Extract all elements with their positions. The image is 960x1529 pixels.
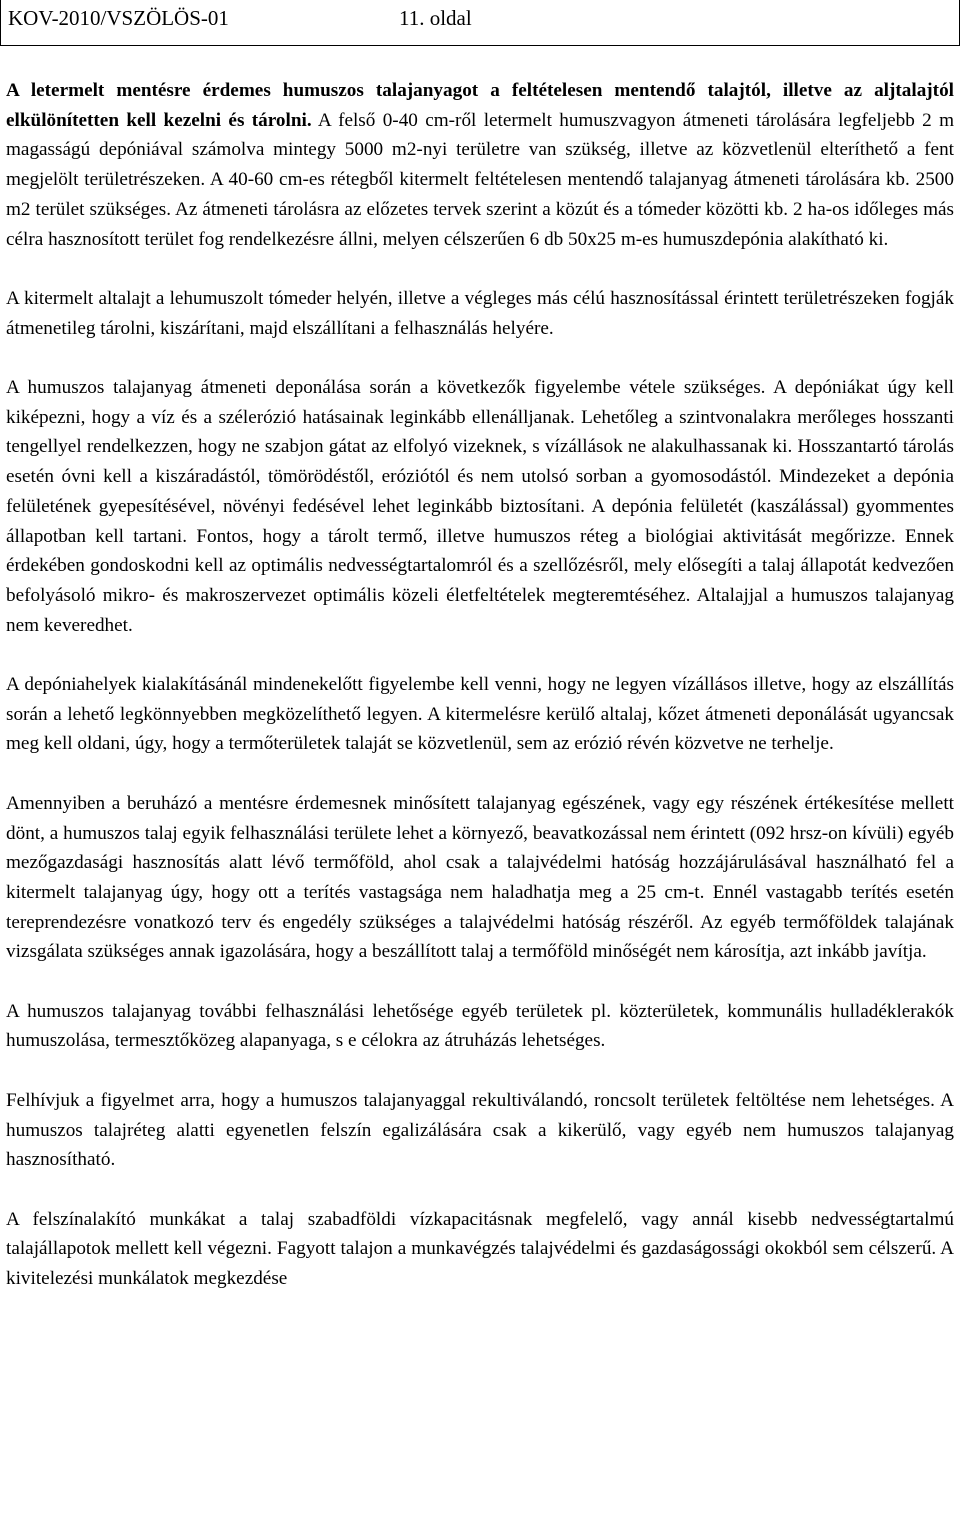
paragraph-5: Amennyiben a beruházó a mentésre érdemesnek minősített talajanyag egészének, vagy egy részének értékesítése mellett dönt, a humuszos talaj egyik felhasználási területe lehet a környező, beavatkozással nem érintett (092 hrsz-on kívüli) egyéb mezőgazdasági hasznosítás alatt lévő termőföld, ahol csak a talajvédelmi hatóság hozzájárulásával használható fel a kitermelt talajanyag úgy, hogy ott a terítés vastagsága nem haladhatja meg a 25 cm-t. Ennél vastagabb terítés esetén tereprendezésre vonatkozó terv és engedély szükséges a talajvédelmi hatóság részéről. Az egyéb termőföldek talajának vizsgálata szükséges annak igazolására, hogy a beszállított talaj a termőföld minőségét nem károsítja, azt inkább javítja.	[6, 792, 954, 963]
page-header	[0, 0, 960, 46]
paragraph-3: A humuszos talajanyag átmeneti deponálása során a következők figyelembe vétele szükséges. A depóniákat úgy kell kiképezni, hogy a víz és a szélerózió hatásainak leginkább ellenálljanak. Lehetőleg a szintvonalakra merőleges hosszanti tengellyel rendelkezzen, hogy ne szabjon gátat az elfolyó vizeknek, s vízállások ne alakulhassanak ki. Hosszantartó tárolás esetén óvni kell a kiszáradástól, tömörödéstől, eróziótól és nem utolsó sorban a gyomosodástól. Mindezeket a depónia felületének gyepesítésével, növényi fedésével lehet leginkább biztosítani. A depónia felületét (kaszálással) gyommentes állapotban kell tartani. Fontos, hogy a tárolt termő, illetve humuszos réteg a biológiai aktivitását megőrizze. Ennek érdekében gondoskodni kell az optimális nedvességtartalomról és a szellőzésről, mely elősegíti a talaj állapotát kedvezően befolyásoló mikro- és makroszervezet optimális közeli életfeltételek megteremtéséhez. Altalajjal a humuszos talajanyag nem keveredhet.	[6, 377, 954, 636]
document-body	[6, 76, 954, 1294]
paragraph-2: A kitermelt altalajt a lehumuszolt tómeder helyén, illetve a végleges más célú hasznosítással érintett területrészeken fogják átmenetileg tárolni, kiszárítani, majd elszállítani a felhasználás helyére.	[6, 287, 954, 339]
bold-lead: A letermelt mentésre érdemes humuszos talajanyagot a feltételesen mentendő talajtól, illetve az aljtalajtól elkülönítetten kell kezelni és tárolni.	[6, 80, 954, 131]
paragraph-1	[6, 76, 954, 254]
paragraph-6: A humuszos talajanyag további felhasználási lehetősége egyéb területek pl. közterületek, kommunális hulladéklerakók humuszolása, termesztőközeg alapanyaga, s e célokra az átruházás lehetséges.	[6, 1000, 954, 1052]
paragraph-7: Felhívjuk a figyelmet arra, hogy a humuszos talajanyaggal rekultiválandó, roncsolt területek feltöltése nem lehetséges. A humuszos talajréteg alatti egyenetlen felszín egalizálására csak a kikerülő, vagy egyéb nem humuszos talajanyag hasznosítható.	[6, 1089, 954, 1171]
page-number: 11. oldal	[399, 6, 472, 30]
paragraph-text: A felső 0-40 cm-ről letermelt humuszvagyon átmeneti tárolására legfeljebb 2 m magasságú depóniával számolva mintegy 5000 m2-nyi területre van szükség, illetve az közvetlenül elteríthető a fent megjelölt területrészeken. A 40-60 cm-es rétegből kitermelt feltételesen mentendő talajanyag átmeneti tárolására kb. 2500 m2 terület szükséges. Az átmeneti tárolásra az előzetes tervek szerint a közút és a tómeder közötti kb. 2 ha-os időleges más célra hasznosított terület fog rendelkezésre állni, melyen célszerűen 6 db 50x25 m-es humuszdepónia alakítható ki.	[6, 109, 954, 250]
document-id: KOV-2010/VSZÖLÖS-01	[8, 6, 229, 30]
paragraph-4: A depóniahelyek kialakításánál mindenekelőtt figyelembe kell venni, hogy ne legyen vízállásos illetve, hogy az elszállítás során a lehető legkönnyebben megközelíthető legyen. A kitermelésre kerülő altalaj, kőzet átmeneti deponálását ugyancsak meg kell oldani, úgy, hogy a termőterületek talaját se közvetlenül, sem az erózió révén közvetve ne terhelje.	[6, 674, 954, 755]
paragraph-8: A felszínalakító munkákat a talaj szabadföldi vízkapacitásnak megfelelő, vagy annál kisebb nedvességtartalmú talajállapotok mellett kell végezni. Fagyott talajon a munkavégzés talajvédelmi és gazdaságossági okokból sem célszerű. A kivitelezési munkálatok megkezdése	[6, 1208, 954, 1290]
